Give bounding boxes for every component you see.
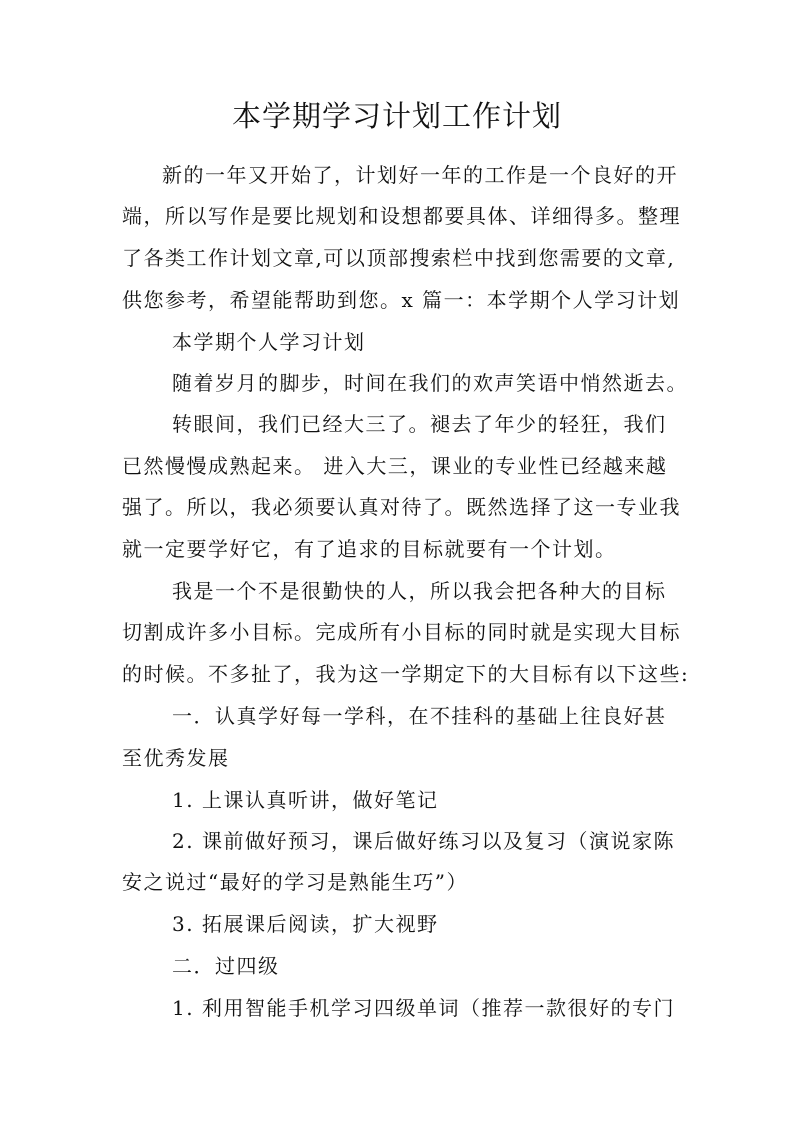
list-item: 1. 利用智能手机学习四级单词（推荐一款很好的专门 — [172, 996, 675, 1020]
list-item: 1. 上课认真听讲，做好笔记 — [172, 788, 439, 812]
paragraph-line: 至优秀发展 — [122, 746, 230, 770]
paragraph-line: 转眼间，我们已经大三了。褪去了年少的轻狂，我们 — [172, 412, 667, 436]
paragraph-line: 的时候。不多扯了，我为这一学期定下的大目标有以下这些: — [122, 662, 690, 686]
paragraph-line: 就一定要学好它，有了追求的目标就要有一个计划。 — [122, 537, 617, 561]
paragraph-line: 供您参考，希望能帮助到您。x 篇一：本学期个人学习计划 — [122, 288, 681, 312]
paragraph-line: 切割成许多小目标。完成所有小目标的同时就是实现大目标 — [122, 620, 681, 644]
paragraph-line: 端，所以写作是要比规划和设想都要具体、详细得多。整理 — [122, 204, 681, 228]
list-item: 2. 课前做好预习，课后做好练习以及复习（演说家陈 — [172, 829, 675, 853]
list-item: 3. 拓展课后阅读，扩大视野 — [172, 912, 439, 936]
paragraph-line: 强了。所以，我必须要认真对待了。既然选择了这一专业我 — [122, 495, 681, 519]
list-item-continuation: 安之说过“最好的学习是熟能生巧”） — [122, 870, 468, 894]
list-heading: 二．过四级 — [172, 954, 280, 978]
paragraph-line: 新的一年又开始了，计划好一年的工作是一个良好的开 — [162, 163, 678, 187]
paragraph-line: 我是一个不是很勤快的人，所以我会把各种大的目标 — [172, 579, 667, 603]
paragraph-line: 已然慢慢成熟起来。 进入大三，课业的专业性已经越来越 — [122, 454, 668, 478]
paragraph-line: 随着岁月的脚步，时间在我们的欢声笑语中悄然逝去。 — [172, 371, 688, 395]
paragraph-line: 了各类工作计划文章,可以顶部搜索栏中找到您需要的文章, — [122, 246, 676, 270]
document-title: 本学期学习计划工作计划 — [231, 99, 562, 133]
list-heading: 一．认真学好每一学科，在不挂科的基础上往良好甚 — [172, 704, 667, 728]
section-heading: 本学期个人学习计划 — [172, 330, 366, 354]
